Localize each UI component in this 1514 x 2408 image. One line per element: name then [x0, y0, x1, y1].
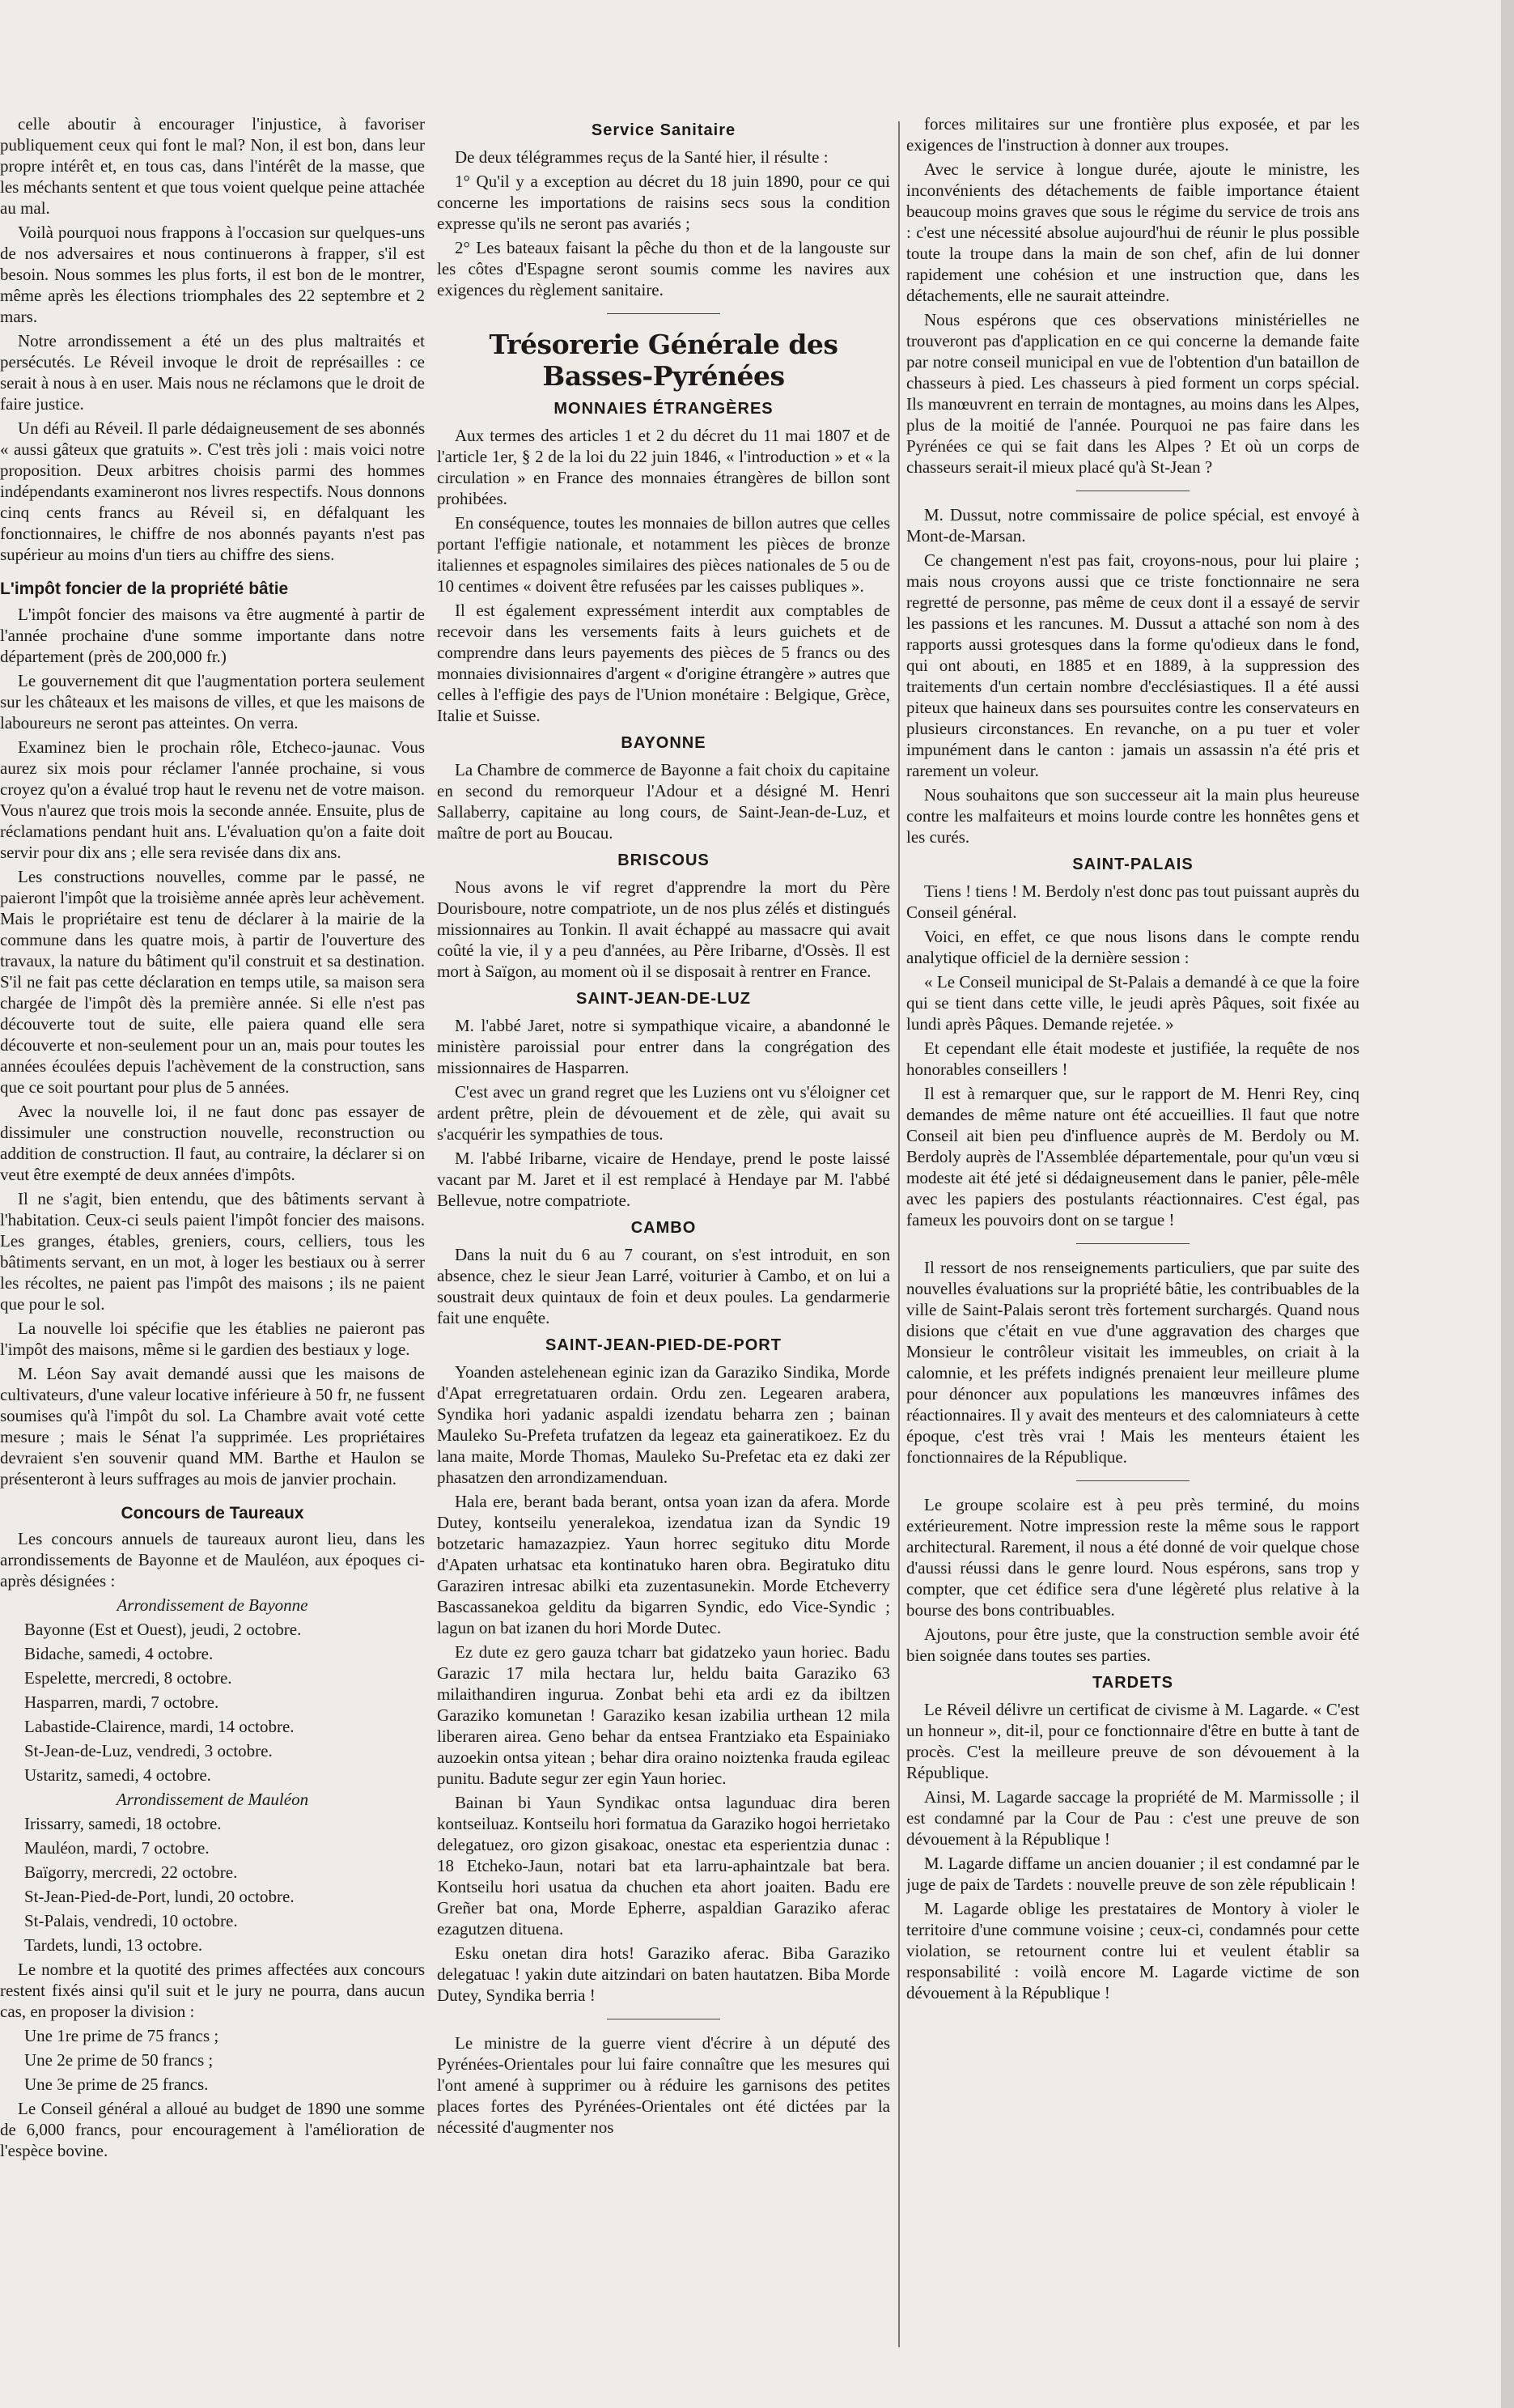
paragraph: Examinez bien le prochain rôle, Etcheco-jaunac. Vous aurez six mois pour réclamer l'année prochaine, si vous croyez qu'on a évalué trop haut le revenu net de votre maison. Vous n'aurez que trois mois la seconde année. Ensuite, plus de réclamations pendant huit ans. L'évaluation qu'on a faite doit servir pour dix ans ; elle sera revisée dans dix ans. [0, 737, 425, 862]
list-item: Bayonne (Est et Ouest), jeudi, 2 octobre. [24, 1620, 302, 1639]
paragraph: Aux termes des articles 1 et 2 du décret du 11 mai 1807 et de l'article 1er, § 2 de la loi du 22 juin 1846, « l'introduction » et « la circulation » en France des monnaies étrangères de billon sont prohibées. [437, 426, 890, 508]
list-item: Une 3e prime de 25 francs. [24, 2075, 209, 2094]
divider [607, 313, 720, 314]
column-2 [437, 113, 890, 2141]
tardets-heading: TARDETS [1092, 1674, 1173, 1692]
paragraph: Le groupe scolaire est à peu près terminé, du moins extérieurement. Notre impression reste la même sous le rapport architectural. Rarement, il nous a été donné de voir quelque chose d'aussi réussi dans le genre lourd. Nous espérons, sans trop y compter, que cet édifice sera d'une légèreté plus relative à la bourse des bons contribuables. [906, 1495, 1359, 1620]
list-item: Espelette, mercredi, 8 octobre. [24, 1668, 232, 1688]
list-item: St-Jean-de-Luz, vendredi, 3 octobre. [24, 1741, 273, 1760]
paragraph: 2° Les bateaux faisant la pêche du thon et de la langouste sur les côtes d'Espagne seront soumis comme les navires aux exigences du règlement sanitaire. [437, 238, 890, 299]
tardets-article [906, 1699, 1359, 2003]
cambo-heading: CAMBO [630, 1219, 697, 1237]
divider [1076, 1243, 1190, 1244]
list-item: St-Palais, vendredi, 10 octobre. [24, 1911, 238, 1930]
monnaies-article [437, 425, 890, 726]
cambo-text: Dans la nuit du 6 au 7 courant, on s'est introduit, en son absence, chez le sieur Jean Larré, voiturier à Cambo, et on lui a soustrait deux quintaux de foin et deux poules. La gendarmerie fait une enquête. [437, 1245, 890, 1327]
list-item: Ustaritz, samedi, 4 octobre. [24, 1765, 211, 1785]
paragraph: Voici, en effet, ce que nous lisons dans le compte rendu analytique officiel de la dernière session : [906, 927, 1359, 967]
bayonne-list [0, 1619, 425, 1786]
sjdl-heading: SAINT-JEAN-DE-LUZ [576, 990, 751, 1008]
bayonne-arrondissement: Arrondissement de Bayonne [117, 1595, 308, 1615]
impot-heading: L'impôt foncier de la propriété bâtie [0, 580, 289, 598]
paragraph: La nouvelle loi spécifie que les établies ne paieront pas l'impôt des maisons, même si le gardien des bestiaux y loge. [0, 1319, 425, 1359]
concours-heading: Concours de Taureaux [121, 1504, 304, 1523]
tresorerie-heading: Trésorerie Générale des Basses-Pyrénées [489, 329, 838, 392]
stpalais-article [906, 881, 1359, 1230]
paragraph: celle aboutir à encourager l'injustice, à favoriser publiquement ceux qui font le mal? Non, il est bon, dans leur propre intérêt et, en tous cas, dans l'intérêt de la masse, que les méchants sentent et que tous voient quelque peine attachée au mal. [0, 114, 425, 218]
conseil-text: Le Conseil général a alloué au budget de 1890 une somme de 6,000 francs, pour encouragement à l'amélioration de l'espèce bovine. [0, 2099, 425, 2160]
sjpp-heading: SAINT-JEAN-PIED-DE-PORT [545, 1336, 782, 1354]
paragraph: En conséquence, toutes les monnaies de billon autres que celles portant l'effigie nationale, et notamment les pièces de bronze italiennes et espagnoles similaires des pièces nationales de 5 ou de 10 centimes « doivent être refusées par les caisses publiques ». [437, 513, 890, 596]
paragraph: Et cependant elle était modeste et justifiée, la requête de nos honorables conseillers ! [906, 1038, 1359, 1079]
paragraph: Nous espérons que ces observations ministérielles ne trouveront pas d'application en ce qui concerne la demande faite par notre conseil municipal en vue de l'obtention d'un bataillon de chasseurs à pied. Les chasseurs à pied forment un corps spécial. Ils manœuvrent en terrain de montagnes, au moins dans les Alpes, plus de la moitié de l'année. Pourquoi ne pas faire dans les Pyrénées ce qui se fait dans les Alpes ? Et où un corps de chasseurs serait-il mieux placé qu'à St-Jean ? [906, 310, 1359, 477]
list-item: Labastide-Clairence, mardi, 14 octobre. [24, 1717, 295, 1736]
intro-paragraphs [0, 113, 425, 565]
paragraph: Yoanden astelehenean eginic izan da Garaziko Sindika, Morde d'Apat erregretatuaren ordain. Ordu zen. Legearen arabera, Syndika hori yadanic aspaldi izendatu beharra zen ; bainan Mauleko Su-Prefeta trufatzen da legeaz eta gaineratikoez. Ez du lana maite, Morde Thomas, Mauleko Su-Prefetac eta ez daki zer phasatzen den arrondizamenduan. [437, 1362, 890, 1487]
paragraph: M. Lagarde diffame un ancien douanier ; il est condamné par le juge de paix de Tardets : nouvelle preuve de son zèle républicain ! [906, 1854, 1359, 1894]
paragraph: Bainan bi Yaun Syndikac ontsa lagunduac dira beren kontseiluaz. Kontseilu hori formatua da Garaziko hogoi herrietako delegatuez, oro gizon gisakoac, onestac eta esperientzia dunac : 18 Etcheko-Jaun, notari bat eta larru-aphaintzale bat bera. Kontseilu hori usatua da chuchen eta ahort joaiten. Badu ere Greñer bat ona, Morde Epherre, aspaldian Garaziko aferac ezagutzen dituena. [437, 1793, 890, 1939]
column-3 [906, 113, 1359, 2007]
list-item: Irissarry, samedi, 18 octobre. [24, 1814, 222, 1833]
paragraph: Un défi au Réveil. Il parle dédaigneusement de ses abonnés « aussi gâteux que gratuits ». C'est très joli : mais voici notre proposition. Deux arbitres choisis parmi des hommes indépendants examineront nos livres respectifs. Nous donnons cinq cents francs au Réveil si, en défalquant les fonctionnaires, le chiffre de nos abonnés payants n'est pas supérieur au moins d'un tiers au chiffre des siens. [0, 418, 425, 564]
paragraph: Le Réveil délivre un certificat de civisme à M. Lagarde. « C'est un honneur », dit-il, pour ce fonctionnaire d'être en butte à tant de procès. C'est la meilleure preuve de son dévouement à la République. [906, 1700, 1359, 1782]
paragraph: Avec la nouvelle loi, il ne faut donc pas essayer de dissimuler une construction nouvelle, reconstruction ou addition de construction. Il faut, au contraire, la déclarer si on veut être exempté de deux années d'impôts. [0, 1102, 425, 1184]
paragraph: C'est avec un grand regret que les Luziens ont vu s'éloigner cet ardent prêtre, plein de dévouement et de zèle, qui avait su s'acquérir les sympathies de tous. [437, 1082, 890, 1144]
paragraph: Esku onetan dira hots! Garaziko aferac. Biba Garaziko delegatuac ! yakin dute aitzindari on baten hautatzen. Biba Morde Dutey, Syndika berria ! [437, 1943, 890, 2005]
paragraph: M. l'abbé Jaret, notre si sympathique vicaire, a abandonné le ministère paroissial pour entrer dans la congrégation des missionnaires de Hasparren. [437, 1016, 890, 1077]
paragraph: Ce changement n'est pas fait, croyons-nous, pour lui plaire ; mais nous croyons aussi que ce triste fonctionnaire ne sera regretté de personne, pas même de ceux dont il a essayé de servir les passions et les rancunes. M. Dussut a attaché son nom à des rapports aussi grotesques dans la forme qu'odieux dans le fond, qui ont abouti, en 1885 et en 1889, à la suppression des traitements d'un certain nombre d'ecclésiastiques. Il a été aussi piteux que haineux dans ses poursuites contre les conservateurs en plusieurs circonstances. En revanche, on a pu tuer et voler impunément dans le canton : jamais un assassin n'a été pris et rarement un voleur. [906, 550, 1359, 780]
paragraph: Les constructions nouvelles, comme par le passé, ne paieront l'impôt que la troisième année après leur achèvement. Mais le propriétaire est tenu de déclarer à la mairie de la commune dans les quatre mois, à partir de l'ouverture des travaux, la nature du bâtiment qu'il construit et sa destination. S'il ne fait pas cette déclaration en temps utile, sa maison sera chargée de l'impôt dès la première année. Si elle n'est pas découverte tout de suite, elle paiera quand elle sera découverte et non-seulement pour un an, mais pour toutes les années écoulées depuis l'achèvement de la construction, sans que ce soit pourtant pour plus de 5 années. [0, 867, 425, 1097]
mauleon-list [0, 1813, 425, 1956]
bayonne-heading: BAYONNE [621, 734, 706, 752]
paragraph: Tiens ! tiens ! M. Berdoly n'est donc pas tout puissant auprès du Conseil général. [906, 881, 1359, 922]
sanitaire-heading: Service Sanitaire [591, 121, 736, 139]
paragraph: Le gouvernement dit que l'augmentation portera seulement sur les châteaux et les maisons de villes, et que les maisons de laboureurs ne seront pas atteintes. On verra. [0, 671, 425, 733]
paragraph: Il ne s'agit, bien entendu, que des bâtiments servant à l'habitation. Ceux-ci seuls paient l'impôt foncier des maisons. Les granges, étables, greniers, cours, celliers, tous les bâtiments servant, en un mot, à loger les bestiaux ou à serrer les récoltes, ne paient pas l'impôt des maisons ; ils ne paient que pour le sol. [0, 1189, 425, 1314]
divider [1076, 1480, 1190, 1481]
list-item: St-Jean-Pied-de-Port, lundi, 20 octobre. [24, 1887, 295, 1906]
briscous-text: Nous avons le vif regret d'apprendre la mort du Père Dourisboure, notre compatriote, un de nos plus zélés et distingués missionnaires au Tonkin. Il avait échappé au massacre qui avait coûté la vie, il y a peu d'années, au Père Iribarne, d'Ossès. Il est mort à Saïgon, au moment où il se disposait à rentrer en France. [437, 877, 890, 981]
paragraph: M. Lagarde oblige les prestataires de Montory à violer le territoire d'une commune voisine ; ceux-ci, condamnés pour cette violation, se retournent contre lui et veulent établir sa responsabilité : voilà encore M. Lagarde victime de son dévouement à la République ! [906, 1899, 1359, 2002]
paragraph: Avec le service à longue durée, ajoute le ministre, les inconvénients des détachements de faible importance étaient beaucoup moins graves que sous le régime du service de trois ans : c'est une nécessité absolue aujourd'hui de réunir le plus possible toute la troupe dans la main de son chef, afin de lui donner rapidement une cohésion et une instruction que, dans les détachements, elle ne saurait atteindre. [906, 159, 1359, 305]
paragraph: Il est à remarquer que, sur le rapport de M. Henri Rey, cinq demandes de même nature ont été accueillies. Il faut que notre Conseil ait bien peu d'influence auprès de M. Berdoly ou M. Berdoly auprès de l'Assemblée départementale, pour qu'un vœu si modeste ait été jeté si dédaigneusement dans le panier, pêle-mêle avec les papiers des postulants réactionnaires. C'est égal, pas fameux les pouvoirs dont on se targue ! [906, 1084, 1359, 1229]
paragraph: M. Léon Say avait demandé aussi que les maisons de cultivateurs, d'une valeur locative inférieure à 50 fr, ne fussent soumises qu'à l'impôt du sol. La Chambre avait voté cette mesure ; mais le Sénat l'a supprimée. Les propriétaires devraient s'en souvenir quand MM. Barthe et Haulon se présenteront à leurs suffrages au mois de janvier prochain. [0, 1364, 425, 1489]
paragraph: M. l'abbé Iribarne, vicaire de Hendaye, prend le poste laissé vacant par M. Jaret et il est remplacé à Hendaye par M. l'abbé Bellevue, notre compatriote. [437, 1149, 890, 1210]
column-1 [0, 113, 425, 2164]
paragraph: Ainsi, M. Lagarde saccage la propriété de M. Marmissolle ; il est condamné par la Cour de Pau : c'est une preuve de son dévouement à la République ! [906, 1787, 1359, 1849]
paragraph: L'impôt foncier des maisons va être augmenté à partir de l'année prochaine d'une somme importante dans notre département (près de 200,000 fr.) [0, 605, 425, 666]
paragraph: Ajoutons, pour être juste, que la construction semble avoir été bien soignée dans toutes ses parties. [906, 1624, 1359, 1665]
paragraph: Hala ere, berant bada berant, ontsa yoan izan da afera. Morde Dutey, kontseilu yeneralekoa, izendatua izan da Syndic 19 botzetaric hamazazpiez. Yaun horrec segituko ditu Morde d'Apaten urhatsac eta kontinatuko haren obra. Begiratuko ditu Garaziren intresac abilki eta zuzentasunekin. Morde Etcheverry Bascassanekoa gelditu da bigarren Syndic, edo Vice-Syndic ; lagun on bat izanen du hori Morde Dutec. [437, 1492, 890, 1637]
stpalais-text-2: Il ressort de nos renseignements particuliers, que par suite des nouvelles évaluations sur la propriété bâtie, les contribuables de la ville de Saint-Palais seront très fortement surchargés. Quand nous disions que c'était en vue d'une aggravation des charges que Monsieur le contrôleur visitait les immeubles, on criait à la calomnie, et les préfets indignés prenaient leur meilleure plume pour dénoncer aux populations les manœuvres infâmes des réactionnaires. Il y avait des menteurs et des calomniateurs à cette époque, c'est très vrai ! Mais les menteurs étaient les fonctionnaires de la République. [906, 1258, 1359, 1467]
concours-intro: Les concours annuels de taureaux auront lieu, dans les arrondissements de Bayonne et de Mauléon, aux époques ci-après désignées : [0, 1529, 425, 1590]
bayonne-text: La Chambre de commerce de Bayonne a fait choix du capitaine en second du remorqueur l'Adour et a désigné M. Henri Sallaberry, capitaine au long cours, de Saint-Jean-de-Luz, et maître de port au Boucau. [437, 760, 890, 843]
mauleon-arrondissement: Arrondissement de Mauléon [116, 1790, 309, 1809]
paragraph: De deux télégrammes reçus de la Santé hier, il résulte : [455, 147, 829, 167]
list-item: Baïgorry, mercredi, 22 octobre. [24, 1862, 238, 1882]
stpalais-heading: SAINT-PALAIS [1072, 856, 1194, 873]
list-item: Une 2e prime de 50 francs ; [24, 2050, 214, 2070]
sjpp-article [437, 1361, 890, 2006]
sanitaire-article [437, 147, 890, 300]
primes-list [0, 2025, 425, 2095]
paragraph: Voilà pourquoi nous frappons à l'occasion sur quelques-uns de nos adversaires et nous continuerons à frapper, s'il est besoin. Nous sommes les plus forts, il est bon de le montrer, même après les élections triomphales des 22 septembre et 2 mars. [0, 223, 425, 326]
dussut-article [906, 504, 1359, 847]
list-item: Hasparren, mardi, 7 octobre. [24, 1692, 219, 1712]
paragraph: M. Dussut, notre commissaire de police spécial, est envoyé à Mont-de-Marsan. [906, 505, 1359, 546]
briscous-heading: BRISCOUS [617, 852, 710, 869]
monnaies-heading: MONNAIES ÉTRANGÈRES [553, 400, 774, 418]
paragraph: Il est également expressément interdit aux comptables de recevoir dans les versements faits à leurs guichets et de comprendre dans leurs payements des pièces de 5 francs ou des monnaies divisionnaires d'argent « d'origine étrangère » autres que celles à l'effigie des pays de l'Union monétaire : Belgique, Grèce, Italie et Suisse. [437, 601, 890, 725]
list-item: Tardets, lundi, 13 octobre. [24, 1935, 203, 1955]
list-item: Une 1re prime de 75 francs ; [24, 2026, 219, 2045]
column-rule [898, 121, 900, 2347]
guerre-text: Le ministre de la guerre vient d'écrire à un député des Pyrénées-Orientales pour lui faire connaître que les mesures qui l'ont amené à supprimer ou à réduire les garnisons des petites places fortes des Pyrénées-Orientales ont été dictées par la nécessité d'augmenter nos [437, 2033, 890, 2137]
paragraph: forces militaires sur une frontière plus exposée, et par les exigences de l'instruction à donner aux troupes. [906, 114, 1359, 155]
paragraph: Nous souhaitons que son successeur ait la main plus heureuse contre les malfaiteurs et moins lourde contre les honnêtes gens et les curés. [906, 785, 1359, 847]
paragraph: « Le Conseil municipal de St-Palais a demandé à ce que la foire qui se tient dans cette ville, le jeudi après Pâques, soit fixée au lundi après Pâques. Demande rejetée. » [906, 972, 1359, 1034]
primes-text: Le nombre et la quotité des primes affectées aux concours restent fixés ainsi qu'il suit et le jury ne pourra, dans aucun cas, en proposer la division : [0, 1960, 425, 2021]
list-item: Bidache, samedi, 4 octobre. [24, 1644, 214, 1663]
paragraph: 1° Qu'il y a exception au décret du 18 juin 1890, pour ce qui concerne les importations de raisins secs sous la condition expresse qu'ils ne seront pas avariés ; [437, 172, 890, 233]
stpalais-article-3 [906, 1494, 1359, 1666]
paragraph: Ez dute ez gero gauza tcharr bat gidatzeko yaun horiec. Badu Garazic 17 mila hectara lur, heldu baita Garaziko 63 milaithandiren ingurua. Zonbat behi eta ardi ez da ibiltzen Garaziko komunetan ! Garaziko kesan izabilia urthean 12 mila liberaren airea. Geno behar da entsea Frantziako eta Espainiako auzoekin ontsa yitean ; behar dira oraino noiztenka frauda egileac punitu. Badute segur zer egin Yaun horiec. [437, 1642, 890, 1788]
page-edge [1501, 0, 1514, 2408]
impot-article [0, 604, 425, 1489]
guerre-continued [906, 113, 1359, 478]
paragraph: Notre arrondissement a été un des plus maltraités et persécutés. Le Réveil invoque le droit de représailles : ce serait à nous à en user. Mais nous ne réclamons que le droit de faire justice. [0, 331, 425, 414]
sjdl-article [437, 1015, 890, 1211]
list-item: Mauléon, mardi, 7 octobre. [24, 1838, 210, 1858]
